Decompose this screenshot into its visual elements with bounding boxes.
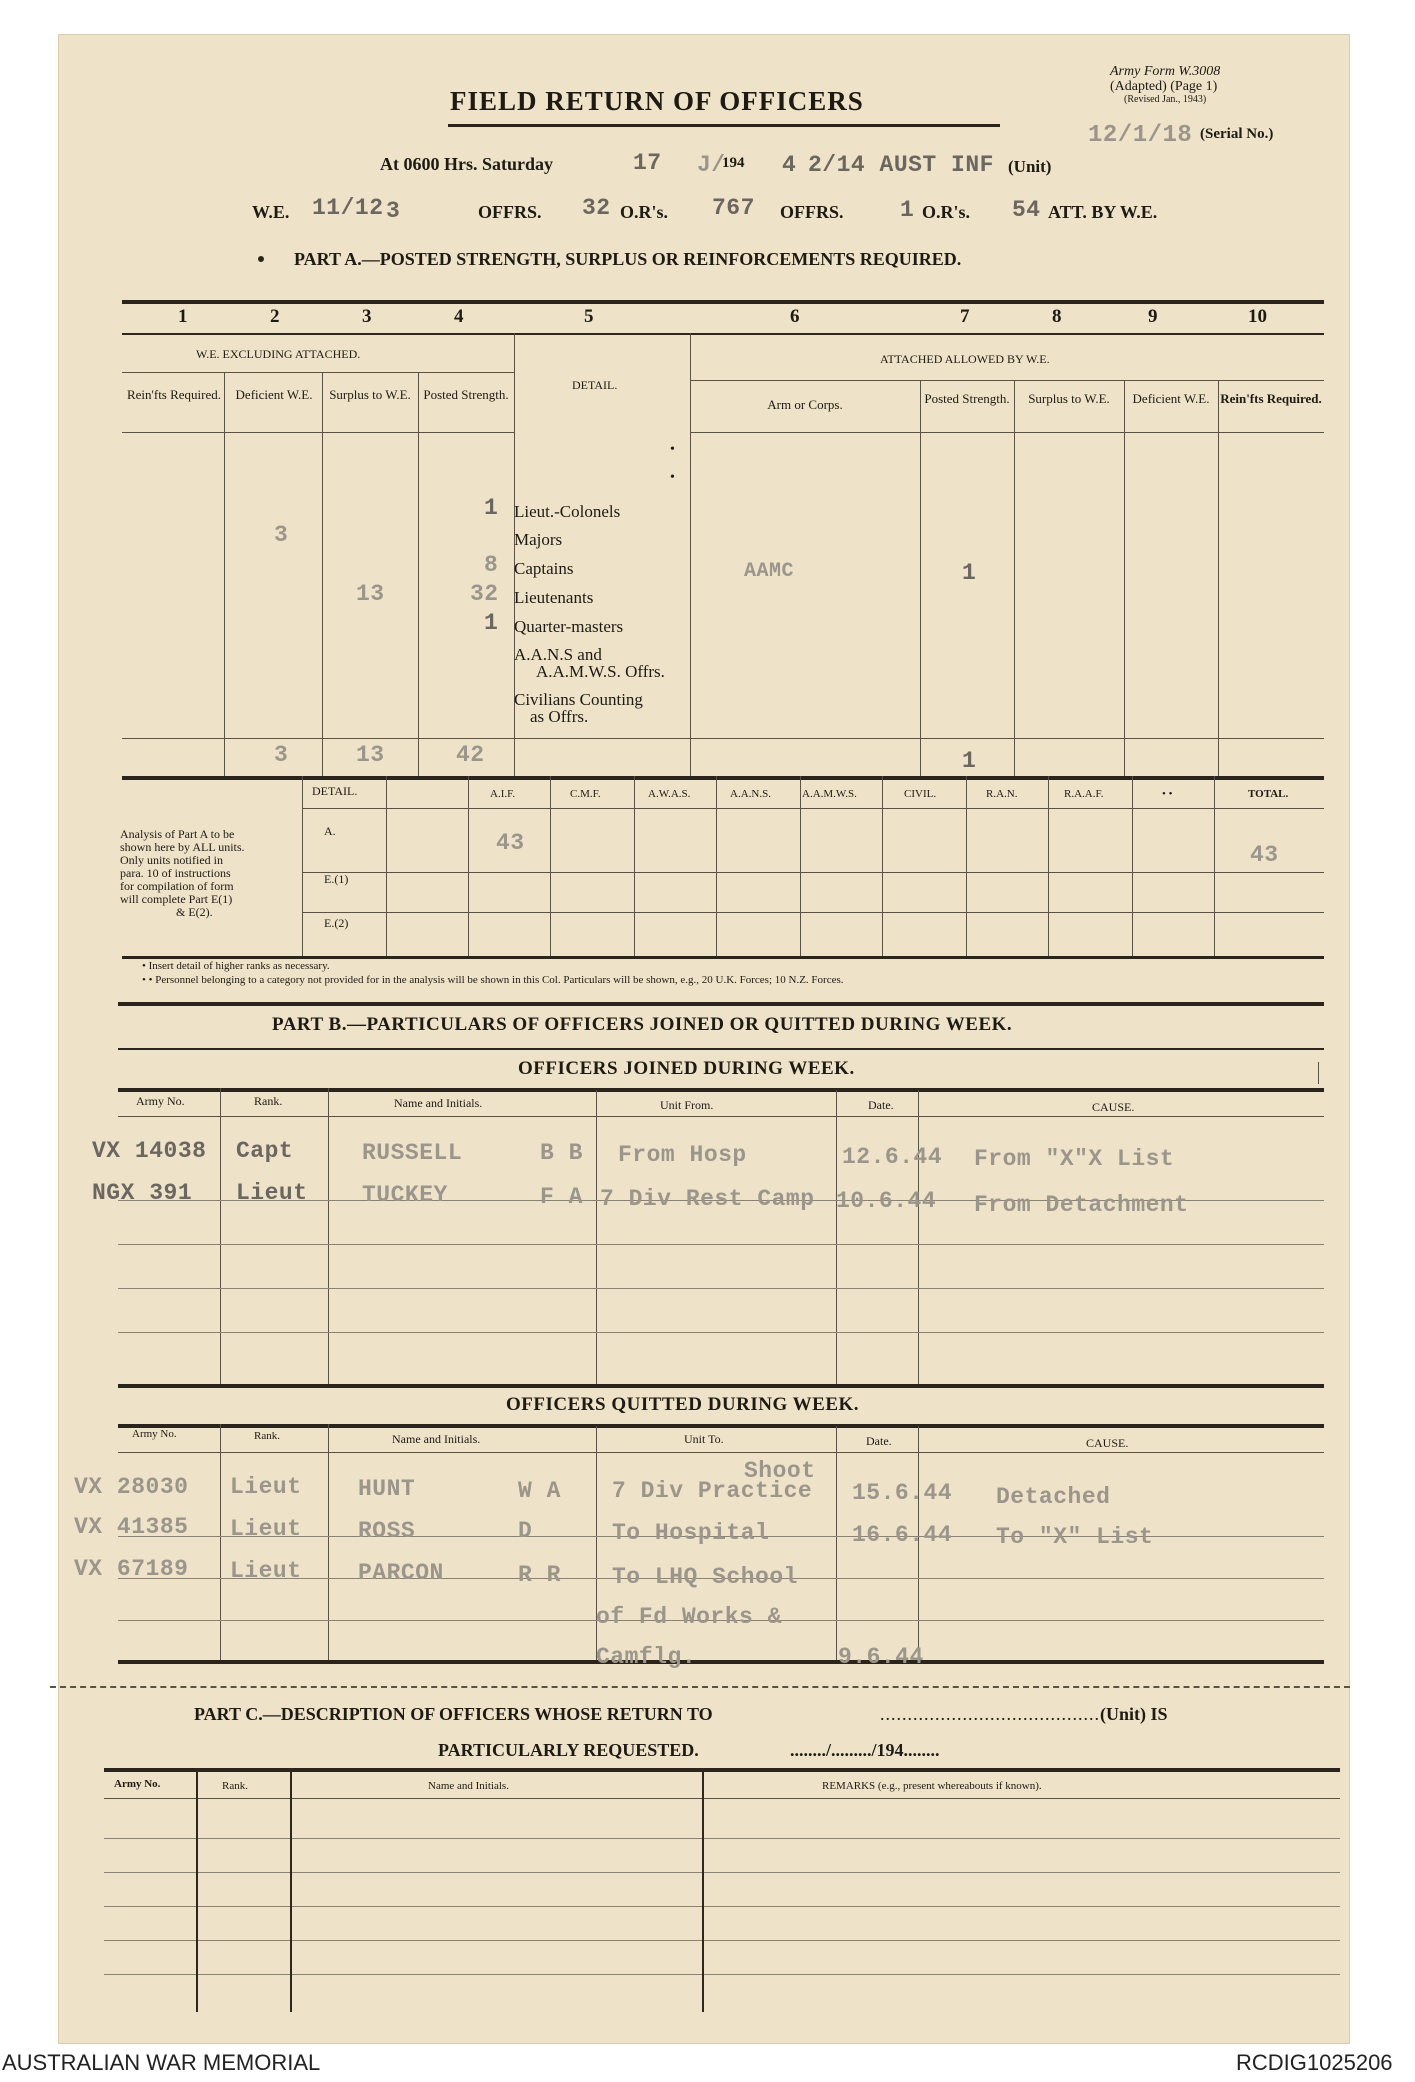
rank-captains: Captains bbox=[514, 559, 574, 578]
joined-row-1-name: RUSSELL bbox=[362, 1140, 463, 1166]
placeholder-dot: • bbox=[670, 470, 675, 485]
we-excl-underline bbox=[122, 372, 514, 373]
joined-row-2-unit: 7 Div Rest Camp bbox=[600, 1186, 815, 1212]
analysis-detail-label: DETAIL. bbox=[312, 784, 358, 798]
serial-value: 12/1/18 bbox=[1088, 122, 1193, 149]
part-a-vline bbox=[1218, 380, 1219, 776]
part-c-header-remarks: REMARKS (e.g., present whereabouts if known). bbox=[822, 1780, 1042, 1792]
analysis-bottom-rule bbox=[122, 956, 1324, 959]
analysis-col-other: • • bbox=[1162, 788, 1173, 800]
quitted-row-3-unit-line3: Camflg. bbox=[596, 1644, 697, 1670]
joined-header-name: Name and Initials. bbox=[394, 1096, 483, 1110]
header-year-digit: 4 bbox=[782, 152, 797, 178]
part-c-vline bbox=[290, 1768, 292, 2012]
joined-vline bbox=[328, 1088, 329, 1384]
quitted-vline bbox=[328, 1424, 329, 1660]
col-number-10: 10 bbox=[1248, 306, 1267, 327]
joined-row-rule bbox=[118, 1244, 1324, 1245]
detail-label: DETAIL. bbox=[572, 378, 618, 392]
col-number-6: 6 bbox=[790, 306, 800, 327]
header-month: J/ bbox=[697, 152, 726, 178]
analysis-vline bbox=[1048, 776, 1049, 956]
total-surplus: 13 bbox=[356, 742, 385, 768]
part-c-line2: PARTICULARLY REQUESTED. bbox=[438, 1740, 699, 1760]
analysis-row-e2: E.(2) bbox=[324, 916, 349, 930]
posted-lieutenants: 32 bbox=[470, 581, 499, 607]
attached-label: ATTACHED ALLOWED BY W.E. bbox=[880, 352, 1050, 366]
surplus-value: 13 bbox=[356, 581, 385, 607]
part-c-header-army-no: Army No. bbox=[114, 1778, 161, 1790]
header-deficient2: Deficient W.E. bbox=[1132, 391, 1210, 406]
analysis-row-rule bbox=[302, 912, 1324, 913]
ors-label: O.R's. bbox=[620, 202, 669, 222]
form-id-line3: (Revised Jan., 1943) bbox=[1124, 94, 1207, 105]
col-number-5: 5 bbox=[584, 306, 594, 327]
col-number-3: 3 bbox=[362, 306, 372, 327]
col-number-1: 1 bbox=[178, 306, 188, 327]
joined-row-2-cause: From Detachment bbox=[974, 1192, 1189, 1218]
header-at-hrs: At 0600 Hrs. Saturday bbox=[380, 154, 554, 174]
joined-row-2-initials: F A bbox=[540, 1184, 583, 1210]
header-unit-label: (Unit) bbox=[1008, 157, 1052, 176]
analysis-col-raaf: R.A.A.F. bbox=[1064, 788, 1104, 800]
totals-rule bbox=[122, 738, 1324, 739]
quitted-bottom-rule bbox=[118, 1660, 1324, 1664]
analysis-row-a: A. bbox=[324, 824, 336, 838]
rank-majors: Majors bbox=[514, 530, 563, 549]
joined-row-rule bbox=[118, 1288, 1324, 1289]
part-a-top-rule bbox=[122, 300, 1324, 304]
part-b-rule bbox=[118, 1048, 1324, 1050]
posted-captains: 8 bbox=[484, 552, 499, 578]
offrs2-value: 1 bbox=[900, 197, 915, 223]
header-day: 17 bbox=[633, 150, 662, 176]
analysis-vline bbox=[302, 776, 303, 956]
analysis-vline bbox=[1214, 776, 1215, 956]
quitted-header-rule bbox=[118, 1452, 1324, 1453]
analysis-header-rule bbox=[302, 808, 1324, 809]
joined-row-1-unit: From Hosp bbox=[618, 1142, 747, 1168]
part-c-unit-blank[interactable]: ........................................ bbox=[880, 1704, 1100, 1724]
form-id-line1: Army Form W.3008 bbox=[1110, 64, 1221, 79]
part-b-top-rule bbox=[118, 1002, 1324, 1006]
joined-header-date: Date. bbox=[868, 1098, 894, 1112]
title-underline bbox=[448, 124, 1000, 127]
col-number-2: 2 bbox=[270, 306, 280, 327]
part-a-vline bbox=[920, 380, 921, 776]
ors-value: 767 bbox=[712, 195, 755, 221]
quitted-row-3-unit-line2: of Fd Works & bbox=[596, 1604, 782, 1630]
analysis-total-value: 43 bbox=[1250, 842, 1279, 868]
joined-vline bbox=[220, 1088, 221, 1384]
joined-title: OFFICERS JOINED DURING WEEK. bbox=[518, 1058, 855, 1079]
part-a-vline bbox=[224, 372, 225, 776]
analysis-row-e1: E.(1) bbox=[324, 872, 349, 886]
quitted-header-rank: Rank. bbox=[254, 1430, 280, 1442]
joined-row-2-army-no: NGX 391 bbox=[92, 1180, 193, 1206]
analysis-vline bbox=[468, 776, 469, 956]
quitted-row-1-cause: Detached bbox=[996, 1484, 1111, 1510]
joined-row-rule bbox=[118, 1332, 1324, 1333]
part-c-date-blank[interactable]: ......../........./194........ bbox=[790, 1740, 940, 1760]
attached-underline bbox=[690, 380, 1324, 381]
quitted-row-3-name: PARCON bbox=[358, 1560, 444, 1586]
quitted-header-top-rule bbox=[118, 1424, 1324, 1428]
joined-header-cause: CAUSE. bbox=[1092, 1100, 1135, 1114]
joined-vline bbox=[836, 1090, 837, 1384]
part-a-rule-2 bbox=[122, 333, 1324, 335]
header-surplus2: Surplus to W.E. bbox=[1028, 391, 1110, 406]
part-a-title: PART A.—POSTED STRENGTH, SURPLUS OR REINFORCEMENTS REQUIRED. bbox=[294, 249, 962, 269]
footer-right: RCDIG1025206 bbox=[1236, 2050, 1393, 2075]
analysis-col-aans: A.A.N.S. bbox=[730, 788, 771, 800]
total-deficient: 3 bbox=[274, 742, 289, 768]
quitted-row-1-unit: 7 Div Practice bbox=[612, 1478, 813, 1504]
analysis-note-line: shown here by ALL units. bbox=[120, 840, 245, 854]
offrs-label: OFFRS. bbox=[478, 202, 542, 222]
quitted-row-2-rank: Lieut bbox=[230, 1516, 302, 1542]
part-c-cut-line bbox=[50, 1686, 1350, 1688]
rank-civilians: Civilians Counting bbox=[514, 690, 643, 709]
header-underline-right bbox=[690, 432, 1324, 433]
bullet-icon bbox=[258, 256, 264, 262]
page-title: FIELD RETURN OF OFFICERS bbox=[450, 86, 864, 116]
quitted-header-date: Date. bbox=[866, 1434, 892, 1448]
placeholder-dot: • bbox=[670, 442, 675, 457]
joined-row-2-rank: Lieut bbox=[236, 1180, 308, 1206]
quitted-header-unit: Unit To. bbox=[684, 1432, 724, 1446]
ors2-value: 54 bbox=[1012, 197, 1041, 223]
analysis-col-aif: A.I.F. bbox=[490, 788, 516, 800]
footnote-1: • Insert detail of higher ranks as necessary. bbox=[142, 960, 330, 972]
joined-top-rule bbox=[118, 1088, 1324, 1092]
joined-row-2-name: TUCKEY bbox=[362, 1182, 448, 1208]
analysis-note-line: for compilation of form bbox=[120, 879, 234, 893]
offrs2-label: OFFRS. bbox=[780, 202, 844, 222]
analysis-aif-value: 43 bbox=[496, 830, 525, 856]
serial-label: (Serial No.) bbox=[1200, 126, 1274, 142]
analysis-col-aamws: A.A.M.W.S. bbox=[802, 788, 857, 800]
header-posted: Posted Strength. bbox=[423, 387, 509, 402]
joined-vline bbox=[596, 1090, 597, 1384]
header-arm: Arm or Corps. bbox=[767, 397, 843, 412]
rank-aans: A.A.N.S and bbox=[514, 645, 602, 664]
quitted-row-2-unit: To Hospital bbox=[612, 1520, 770, 1546]
footer-left: AUSTRALIAN WAR MEMORIAL bbox=[2, 2050, 321, 2075]
analysis-note-line: Only units notified in bbox=[120, 853, 223, 867]
col-number-8: 8 bbox=[1052, 306, 1062, 327]
rank-lieutenants: Lieutenants bbox=[514, 588, 594, 607]
header-unit: 2/14 AUST INF bbox=[808, 152, 994, 178]
analysis-col-total: TOTAL. bbox=[1248, 788, 1289, 800]
rank-lieut-colonels: Lieut.-Colonels bbox=[514, 502, 621, 521]
joined-vline bbox=[918, 1090, 919, 1384]
header-deficient: Deficient W.E. bbox=[235, 387, 313, 402]
joined-header-unit: Unit From. bbox=[660, 1098, 714, 1112]
footnote-2: • • Personnel belonging to a category not provided for in the analysis will be shown in this Col. Particulars will be shown, e.g., 20 U.K. Forces; 10 N.Z. Forces. bbox=[142, 974, 844, 986]
col-number-7: 7 bbox=[960, 306, 970, 327]
joined-row-1-cause: From "X"X List bbox=[974, 1146, 1175, 1172]
part-a-vline bbox=[1124, 380, 1125, 776]
quitted-row-3-rank: Lieut bbox=[230, 1558, 302, 1584]
part-c-header-rank: Rank. bbox=[222, 1780, 248, 1792]
part-c-vline bbox=[702, 1768, 704, 2012]
header-underline-left bbox=[122, 432, 514, 433]
joined-row-1-initials: B B bbox=[540, 1140, 583, 1166]
quitted-row-3-unit: To LHQ School bbox=[612, 1564, 798, 1590]
header-reinfts: Rein'fts Required. bbox=[126, 387, 222, 402]
analysis-vline bbox=[386, 776, 387, 956]
header-year-prefix: 194 bbox=[722, 155, 745, 171]
analysis-vline bbox=[634, 776, 635, 956]
quitted-row-3-army-no: VX 67189 bbox=[74, 1556, 189, 1582]
posted2-value: 1 bbox=[962, 560, 977, 586]
form-id-line2: (Adapted) (Page 1) bbox=[1110, 79, 1218, 94]
analysis-vline bbox=[716, 776, 717, 956]
header-surplus: Surplus to W.E. bbox=[329, 387, 411, 402]
joined-header-army-no: Army No. bbox=[136, 1094, 185, 1108]
posted-quarter-masters: 1 bbox=[484, 610, 499, 636]
quitted-row-1-date: 15.6.44 bbox=[852, 1480, 953, 1506]
quitted-row-3-initials: R R bbox=[518, 1562, 561, 1588]
analysis-vline bbox=[550, 776, 551, 956]
quitted-vline bbox=[836, 1426, 837, 1660]
quitted-vline bbox=[220, 1424, 221, 1660]
quitted-row-2-date: 16.6.44 bbox=[852, 1522, 953, 1548]
quitted-header-cause: CAUSE. bbox=[1086, 1436, 1129, 1450]
quitted-row-1-army-no: VX 28030 bbox=[74, 1474, 189, 1500]
quitted-row-2-name: ROSS bbox=[358, 1518, 416, 1544]
we-value: 11/12 bbox=[312, 195, 384, 221]
part-a-vline bbox=[1014, 380, 1015, 776]
part-b-title: PART B.—PARTICULARS OF OFFICERS JOINED OR QUITTED DURING WEEK. bbox=[272, 1014, 1013, 1035]
quitted-row-1-name: HUNT bbox=[358, 1476, 416, 1502]
quitted-row-2-cause: To "X" List bbox=[996, 1524, 1154, 1550]
analysis-vline bbox=[800, 776, 801, 956]
col-number-9: 9 bbox=[1148, 306, 1158, 327]
analysis-note-line: will complete Part E(1) bbox=[120, 892, 233, 906]
analysis-note-line: para. 10 of instructions bbox=[120, 866, 231, 880]
quitted-header-army-no: Army No. bbox=[132, 1428, 177, 1440]
analysis-col-awas: A.W.A.S. bbox=[648, 788, 691, 800]
offrs-value: 32 bbox=[582, 195, 611, 221]
header-posted2: Posted Strength. bbox=[924, 391, 1010, 406]
part-c-line1-suffix: (Unit) IS bbox=[1100, 1704, 1168, 1724]
joined-row-2-date: 10.6.44 bbox=[836, 1188, 937, 1214]
part-a-vline bbox=[418, 372, 419, 776]
analysis-col-ran: R.A.N. bbox=[986, 788, 1018, 800]
analysis-note-line: Analysis of Part A to be bbox=[120, 827, 235, 841]
quitted-row-2-initials: D bbox=[518, 1518, 533, 1544]
rank-aamws: A.A.M.W.S. Offrs. bbox=[536, 662, 665, 681]
analysis-col-civil: CIVIL. bbox=[904, 788, 937, 800]
quitted-row-1-rank: Lieut bbox=[230, 1474, 302, 1500]
col-number-4: 4 bbox=[454, 306, 464, 327]
part-a-vline bbox=[690, 333, 691, 776]
quitted-title: OFFICERS QUITTED DURING WEEK. bbox=[506, 1394, 860, 1415]
att-label: ATT. BY W.E. bbox=[1048, 202, 1158, 222]
joined-header-rank: Rank. bbox=[254, 1094, 283, 1108]
quitted-header-name: Name and Initials. bbox=[392, 1432, 481, 1446]
total-posted2: 1 bbox=[962, 748, 977, 774]
joined-row-1-army-no: VX 14038 bbox=[92, 1138, 207, 1164]
part-c-header-name: Name and Initials. bbox=[428, 1780, 509, 1792]
posted-lieut-colonels: 1 bbox=[484, 495, 499, 521]
deficient-value: 3 bbox=[274, 522, 289, 548]
arm-value: AAMC bbox=[744, 560, 795, 583]
part-a-vline bbox=[322, 372, 323, 776]
quitted-row-1-initials: W A bbox=[518, 1478, 561, 1504]
quitted-top-rule bbox=[118, 1384, 1324, 1388]
header-reinfts2: Rein'fts Required. bbox=[1220, 391, 1322, 406]
total-posted: 42 bbox=[456, 742, 485, 768]
analysis-note bbox=[120, 828, 245, 919]
joined-header-rule bbox=[118, 1116, 1324, 1117]
joined-row-1-date: 12.6.44 bbox=[842, 1144, 943, 1170]
analysis-vline bbox=[882, 776, 883, 956]
part-c-vline bbox=[196, 1768, 198, 2012]
analysis-vline bbox=[966, 776, 967, 956]
part-c-line1: PART C.—DESCRIPTION OF OFFICERS WHOSE RETURN TO bbox=[194, 1704, 713, 1724]
rank-quarter-masters: Quarter-masters bbox=[514, 617, 624, 636]
analysis-note-line: & E(2). bbox=[176, 905, 213, 919]
quitted-row-3-date: 9.6.44 bbox=[838, 1644, 924, 1670]
ors2-label: O.R's. bbox=[922, 202, 971, 222]
we-value2: 3 bbox=[386, 198, 401, 224]
analysis-row-rule bbox=[302, 872, 1324, 873]
margin-tick bbox=[1318, 1062, 1319, 1084]
quitted-row-2-army-no: VX 41385 bbox=[74, 1514, 189, 1540]
we-excluding-label: W.E. EXCLUDING ATTACHED. bbox=[196, 347, 361, 361]
we-label: W.E. bbox=[252, 202, 290, 222]
analysis-col-cmf: C.M.F. bbox=[570, 788, 601, 800]
quitted-row-1-unit-above: Shoot bbox=[744, 1458, 816, 1484]
analysis-vline bbox=[1132, 776, 1133, 956]
joined-row-1-rank: Capt bbox=[236, 1138, 294, 1164]
rank-civilians-2: as Offrs. bbox=[530, 707, 589, 726]
form-paper bbox=[58, 34, 1350, 2044]
